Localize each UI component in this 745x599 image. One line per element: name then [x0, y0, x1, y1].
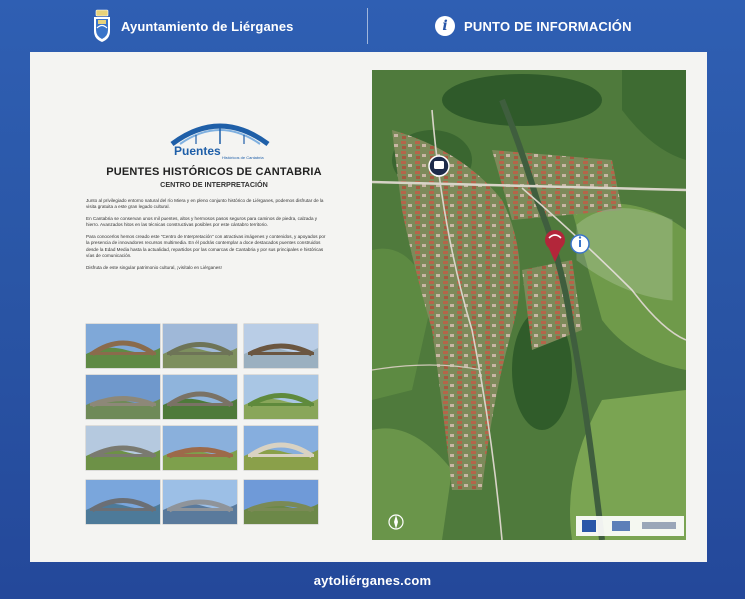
bridge-photo-3 — [244, 324, 318, 368]
coat-of-arms-icon — [92, 9, 112, 43]
header-bar — [0, 0, 745, 52]
bridge-photo-8 — [163, 426, 237, 470]
paragraph-3: Para conocerlos hemos creado este "Centro de Interpretación" con atractivas imágenes y contenidos, y apoyados por la presencia de innovadores recursos multimedia. En él podrás contemplar a doce destacados puentes construidos desde la Edad Media hasta la actualidad, repartidos por las comarcas de Cantabria y por sus principales e históricas vías de comunicación. — [86, 234, 326, 259]
info-point-title: PUNTO DE INFORMACIÓN — [464, 19, 632, 34]
bridge-photo-1 — [86, 324, 160, 368]
page-subtitle: CENTRO DE INTERPRETACIÓN — [160, 180, 268, 189]
bridge-photo-11 — [163, 480, 237, 524]
logo-word: Puentes — [174, 144, 221, 158]
info-icon: i — [435, 16, 455, 36]
bridge-photo-10 — [86, 480, 160, 524]
website-url[interactable]: aytoliérganes.com — [313, 573, 432, 588]
logo-tagline: Históricos de Cantabria — [222, 155, 264, 160]
paragraph-1: Junto al privilegiado entorno natural del río Miera y en pleno conjunto histórico de Liérganes, podemos disfrutar de la visita gratuita a este gran legado cultural. — [86, 198, 324, 210]
bridge-photo-4 — [86, 375, 160, 419]
paragraph-4: Disfruta de este singular patrimonio cultural, ¡visítalo en Liérganes! — [86, 264, 222, 270]
aerial-map — [372, 70, 686, 540]
bridge-photo-2 — [163, 324, 237, 368]
bridge-photo-5 — [163, 375, 237, 419]
bus-stop-icon — [429, 156, 449, 176]
puentes-logo — [166, 114, 274, 160]
header-divider — [367, 8, 368, 44]
paragraph-2: En Cantabria se conservan unos mil puentes, altos y hermosos pasos seguros para caminos de piedra, calzada y hierro. Avanzados hitos en las técnicas constructivas posibles por este cántabro territorio. — [86, 216, 318, 228]
bridge-photo-7 — [86, 426, 160, 470]
board-panel — [30, 52, 707, 562]
bridge-photo-6 — [244, 375, 318, 419]
bridge-photo-9 — [244, 426, 318, 470]
bridge-photo-12 — [244, 480, 318, 524]
municipality-name: Ayuntamiento de Liérganes — [121, 19, 294, 34]
description-text — [86, 198, 330, 276]
page-title: PUENTES HISTÓRICOS DE CANTABRIA — [106, 166, 322, 178]
map-pin-info-icon — [571, 235, 589, 253]
